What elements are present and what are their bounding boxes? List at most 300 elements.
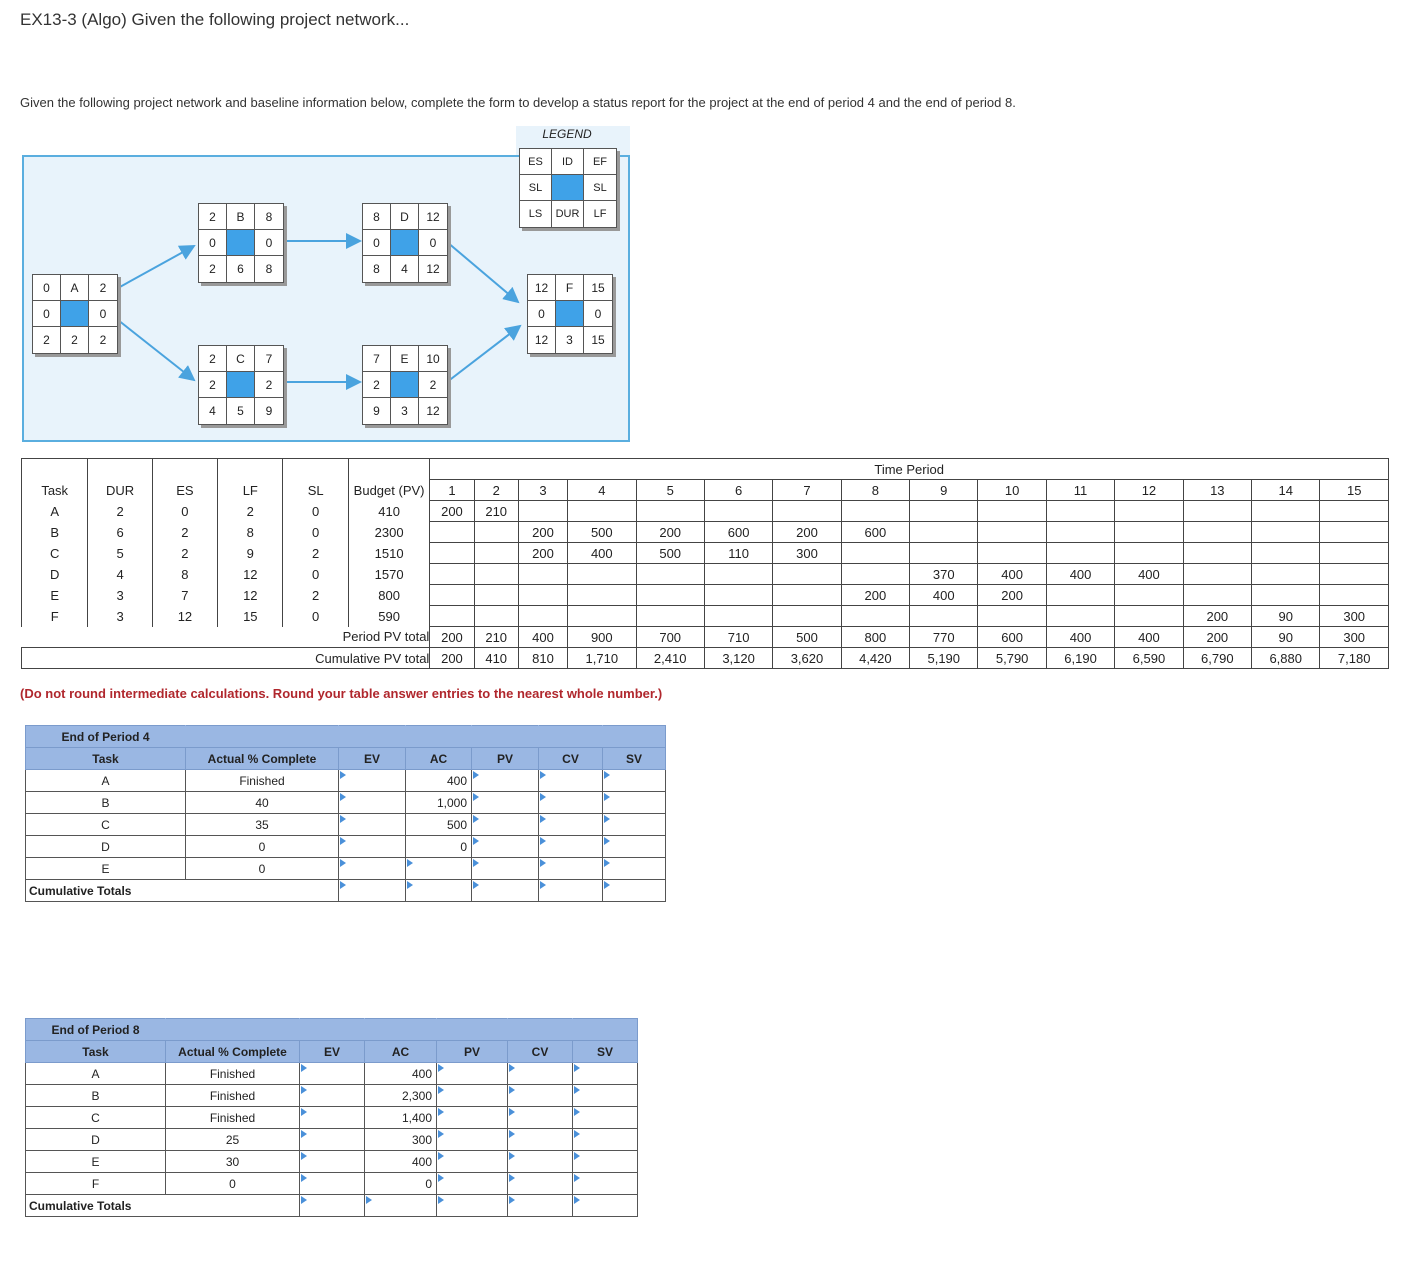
ac-cell: 1,400 — [365, 1107, 437, 1129]
baseline-cell — [910, 501, 978, 522]
cv-input[interactable] — [539, 814, 602, 835]
cv-input[interactable] — [508, 1173, 572, 1194]
form-row — [26, 1063, 638, 1085]
arrow-a-c — [118, 320, 194, 380]
legend-title: LEGEND — [542, 127, 592, 141]
cv-input-cell[interactable] — [539, 836, 603, 858]
baseline-cell — [1046, 522, 1114, 543]
cv-input-cell[interactable] — [539, 770, 603, 792]
baseline-cell: 15 — [218, 606, 283, 627]
baseline-header-cell: 1 — [430, 480, 474, 501]
pv-input[interactable] — [472, 814, 538, 835]
pv-input-cell[interactable] — [472, 814, 539, 836]
ev-input-cell[interactable] — [339, 792, 406, 814]
sv-input[interactable] — [603, 792, 665, 813]
form-header-sv: SV — [603, 748, 666, 770]
baseline-row — [22, 606, 1389, 627]
period-pv-cell: 600 — [978, 627, 1046, 648]
total-pv-input-cell[interactable] — [472, 880, 539, 902]
period-pv-cell: 500 — [773, 627, 841, 648]
form-row — [26, 1173, 638, 1195]
baseline-cell: D — [22, 564, 88, 585]
cumulative-pv-cell: 7,180 — [1320, 648, 1389, 669]
cumulative-pv-cell: 200 — [430, 648, 474, 669]
baseline-cell: 1570 — [348, 564, 429, 585]
baseline-cell: 200 — [841, 585, 909, 606]
baseline-cell — [1183, 522, 1251, 543]
cumulative-pv-cell: 3,120 — [704, 648, 772, 669]
baseline-row — [22, 543, 1389, 564]
pv-input-cell[interactable] — [437, 1085, 508, 1107]
baseline-cell: B — [22, 522, 88, 543]
ev-input[interactable] — [339, 770, 405, 791]
ev-input-cell[interactable] — [339, 814, 406, 836]
cumulative-totals-label: Cumulative Totals — [26, 1195, 300, 1217]
baseline-cell: 400 — [978, 564, 1046, 585]
form-row — [26, 1129, 638, 1151]
baseline-cell: 90 — [1252, 606, 1320, 627]
task-cell: A — [26, 770, 186, 792]
baseline-header-cell: 9 — [910, 480, 978, 501]
ev-input[interactable] — [300, 1151, 364, 1172]
pv-input-cell[interactable] — [472, 836, 539, 858]
ac-cell: 400 — [406, 770, 472, 792]
ev-input[interactable] — [300, 1063, 364, 1084]
ev-input-cell[interactable] — [300, 1173, 365, 1195]
ev-input-cell[interactable] — [339, 770, 406, 792]
baseline-cell: 590 — [348, 606, 429, 627]
cv-input[interactable] — [508, 1085, 572, 1106]
pct-complete-cell: Finished — [186, 770, 339, 792]
period-pv-cell: 90 — [1252, 627, 1320, 648]
form-header-sv: SV — [573, 1041, 638, 1063]
pv-input-cell[interactable] — [472, 858, 539, 880]
sv-input[interactable] — [573, 1151, 637, 1172]
task-cell: D — [26, 1129, 166, 1151]
cumulative-pv-cell: 1,710 — [568, 648, 636, 669]
total-pv-input[interactable] — [437, 1195, 507, 1216]
cumulative-pv-cell: 810 — [518, 648, 567, 669]
cv-input-cell[interactable] — [539, 814, 603, 836]
total-sv-input-cell[interactable] — [573, 1195, 638, 1217]
pct-complete-cell: 0 — [186, 836, 339, 858]
ev-input-cell[interactable] — [339, 858, 406, 880]
baseline-cell: 12 — [218, 564, 283, 585]
pv-input[interactable] — [472, 792, 538, 813]
baseline-cell — [1115, 585, 1183, 606]
page-title: EX13-3 (Algo) Given the following project network... — [20, 10, 410, 29]
total-cv-input-cell[interactable] — [539, 880, 603, 902]
baseline-cell — [1183, 543, 1251, 564]
baseline-header-cell: LF — [218, 480, 283, 501]
sv-input-cell[interactable] — [573, 1085, 638, 1107]
total-ev-input-cell[interactable] — [300, 1195, 365, 1217]
cv-input-cell[interactable] — [508, 1085, 573, 1107]
sv-input-cell[interactable] — [603, 770, 666, 792]
total-pv-input-cell[interactable] — [437, 1195, 508, 1217]
cv-input[interactable] — [508, 1063, 572, 1084]
total-pv-input[interactable] — [472, 880, 538, 901]
baseline-cell — [841, 543, 909, 564]
cumulative-pv-cell: 6,590 — [1115, 648, 1183, 669]
baseline-header-row — [22, 480, 1389, 501]
baseline-cell — [1115, 522, 1183, 543]
sv-input-cell[interactable] — [573, 1151, 638, 1173]
pct-complete-cell: 25 — [166, 1129, 300, 1151]
form-row — [26, 836, 666, 858]
sv-input[interactable] — [573, 1129, 637, 1150]
baseline-cell: 800 — [348, 585, 429, 606]
pv-input[interactable] — [437, 1107, 507, 1128]
pv-input-cell[interactable] — [437, 1107, 508, 1129]
baseline-cell: 9 — [218, 543, 283, 564]
period-pv-cell: 770 — [910, 627, 978, 648]
baseline-cell: E — [22, 585, 88, 606]
sv-input-cell[interactable] — [603, 792, 666, 814]
node-b: 2 B 8 0 0 2 6 8 — [198, 203, 284, 283]
form-header-cv: CV — [539, 748, 603, 770]
baseline-header-cell: 6 — [704, 480, 772, 501]
task-cell: B — [26, 1085, 166, 1107]
ac-cell: 300 — [365, 1129, 437, 1151]
pct-complete-cell: Finished — [166, 1107, 300, 1129]
form-row — [26, 1151, 638, 1173]
cv-input[interactable] — [539, 770, 602, 791]
form-header-pv: PV — [472, 748, 539, 770]
baseline-cell: 2 — [152, 543, 217, 564]
baseline-header-cell: 5 — [636, 480, 704, 501]
baseline-cell: 2 — [88, 501, 152, 522]
total-sv-input[interactable] — [603, 880, 665, 901]
period4-form — [25, 725, 666, 902]
baseline-cell: 0 — [283, 606, 348, 627]
cumulative-totals-row — [26, 1195, 638, 1217]
cumulative-pv-row — [22, 648, 1389, 669]
baseline-cell — [773, 564, 841, 585]
ac-cell: 2,300 — [365, 1085, 437, 1107]
ev-input[interactable] — [339, 814, 405, 835]
pv-input-cell[interactable] — [437, 1151, 508, 1173]
form-row — [26, 814, 666, 836]
ac-cell: 1,000 — [406, 792, 472, 814]
baseline-cell: 500 — [636, 543, 704, 564]
cumulative-pv-label: Cumulative PV total — [22, 648, 430, 669]
pct-complete-cell: 0 — [186, 858, 339, 880]
cv-input-cell[interactable] — [539, 858, 603, 880]
cv-input[interactable] — [539, 836, 602, 857]
baseline-cell — [430, 585, 474, 606]
cumulative-pv-cell: 4,420 — [841, 648, 909, 669]
baseline-header-cell: 14 — [1252, 480, 1320, 501]
baseline-cell: 0 — [283, 522, 348, 543]
sv-input-cell[interactable] — [603, 814, 666, 836]
period-pv-cell: 710 — [704, 627, 772, 648]
baseline-cell — [568, 564, 636, 585]
ev-input[interactable] — [300, 1173, 364, 1194]
baseline-cell — [978, 606, 1046, 627]
cv-input[interactable] — [539, 858, 602, 879]
baseline-cell — [568, 585, 636, 606]
baseline-cell: 600 — [704, 522, 772, 543]
baseline-cell: 8 — [218, 522, 283, 543]
time-period-label: Time Period — [430, 459, 1389, 480]
baseline-cell — [568, 606, 636, 627]
form-header-ev: EV — [339, 748, 406, 770]
sv-input[interactable] — [573, 1085, 637, 1106]
baseline-cell — [1252, 585, 1320, 606]
baseline-cell: 410 — [348, 501, 429, 522]
pv-input[interactable] — [437, 1085, 507, 1106]
ac-cell: 500 — [406, 814, 472, 836]
baseline-cell: 200 — [978, 585, 1046, 606]
ac-cell: 400 — [365, 1151, 437, 1173]
pv-input-cell[interactable] — [437, 1173, 508, 1195]
baseline-cell: 200 — [518, 522, 567, 543]
form-row — [26, 770, 666, 792]
sv-input[interactable] — [603, 836, 665, 857]
baseline-cell — [773, 606, 841, 627]
baseline-row — [22, 501, 1389, 522]
total-ev-input[interactable] — [300, 1195, 364, 1216]
baseline-cell: 12 — [218, 585, 283, 606]
ev-input[interactable] — [300, 1107, 364, 1128]
task-cell: C — [26, 814, 186, 836]
pv-input-cell[interactable] — [472, 770, 539, 792]
cv-input-cell[interactable] — [508, 1151, 573, 1173]
baseline-cell: 2 — [283, 543, 348, 564]
sv-input[interactable] — [573, 1107, 637, 1128]
ev-input[interactable] — [300, 1085, 364, 1106]
period-pv-cell: 400 — [1046, 627, 1114, 648]
total-ev-input[interactable] — [339, 880, 405, 901]
baseline-cell — [1046, 501, 1114, 522]
baseline-cell — [978, 501, 1046, 522]
task-cell: E — [26, 1151, 166, 1173]
pct-complete-cell: 40 — [186, 792, 339, 814]
ev-input-cell[interactable] — [300, 1129, 365, 1151]
pct-complete-cell: 35 — [186, 814, 339, 836]
baseline-header-cell: 3 — [518, 480, 567, 501]
form-row — [26, 792, 666, 814]
baseline-cell — [1115, 606, 1183, 627]
pv-input[interactable] — [437, 1151, 507, 1172]
baseline-header-cell: Task — [22, 480, 88, 501]
pct-complete-cell: Finished — [166, 1063, 300, 1085]
form-header-task: Task — [26, 1041, 166, 1063]
baseline-header-cell: 11 — [1046, 480, 1114, 501]
total-cv-input[interactable] — [508, 1195, 572, 1216]
ev-input[interactable] — [300, 1129, 364, 1150]
baseline-header-cell: 4 — [568, 480, 636, 501]
ev-input-cell[interactable] — [300, 1107, 365, 1129]
sv-input[interactable] — [603, 858, 665, 879]
baseline-header-cell: Budget (PV) — [348, 480, 429, 501]
baseline-cell: 400 — [910, 585, 978, 606]
sv-input[interactable] — [603, 814, 665, 835]
baseline-cell — [1183, 564, 1251, 585]
cumulative-pv-cell: 6,790 — [1183, 648, 1251, 669]
baseline-header-cell: ES — [152, 480, 217, 501]
baseline-cell: 110 — [704, 543, 772, 564]
pv-input[interactable] — [472, 836, 538, 857]
form-title: End of Period 8 — [26, 1019, 166, 1041]
baseline-cell — [1046, 606, 1114, 627]
total-sv-input-cell[interactable] — [603, 880, 666, 902]
pv-input[interactable] — [437, 1173, 507, 1194]
total-cv-input[interactable] — [539, 880, 602, 901]
form-header-ac: AC — [365, 1041, 437, 1063]
baseline-cell — [1252, 543, 1320, 564]
baseline-cell — [978, 543, 1046, 564]
baseline-cell: 0 — [152, 501, 217, 522]
baseline-cell — [704, 606, 772, 627]
baseline-cell — [430, 606, 474, 627]
sv-input-cell[interactable] — [603, 836, 666, 858]
baseline-cell: 300 — [773, 543, 841, 564]
pv-input[interactable] — [437, 1063, 507, 1084]
baseline-header-cell: 13 — [1183, 480, 1251, 501]
baseline-cell — [1115, 501, 1183, 522]
ev-input-cell[interactable] — [300, 1063, 365, 1085]
cv-input-cell[interactable] — [508, 1129, 573, 1151]
baseline-cell: 200 — [518, 543, 567, 564]
ac-input-cell[interactable] — [406, 858, 472, 880]
total-ac-input-cell[interactable] — [406, 880, 472, 902]
ev-input-cell[interactable] — [339, 836, 406, 858]
baseline-cell — [1320, 564, 1389, 585]
baseline-cell — [1320, 522, 1389, 543]
baseline-cell — [841, 501, 909, 522]
sv-input-cell[interactable] — [573, 1063, 638, 1085]
baseline-cell — [1046, 585, 1114, 606]
ac-cell: 0 — [406, 836, 472, 858]
baseline-cell — [910, 543, 978, 564]
period-pv-cell: 300 — [1320, 627, 1389, 648]
baseline-cell — [518, 606, 567, 627]
ev-input-cell[interactable] — [300, 1151, 365, 1173]
sv-input[interactable] — [573, 1063, 637, 1084]
pv-input[interactable] — [472, 770, 538, 791]
pct-complete-cell: 30 — [166, 1151, 300, 1173]
baseline-header-cell: DUR — [88, 480, 152, 501]
pv-input[interactable] — [472, 858, 538, 879]
form-header-actual-complete: Actual % Complete — [166, 1041, 300, 1063]
total-ev-input-cell[interactable] — [339, 880, 406, 902]
pct-complete-cell: Finished — [166, 1085, 300, 1107]
total-ac-input-cell[interactable] — [365, 1195, 437, 1217]
baseline-cell — [1115, 543, 1183, 564]
sv-input[interactable] — [603, 770, 665, 791]
baseline-cell — [474, 585, 518, 606]
total-cv-input-cell[interactable] — [508, 1195, 573, 1217]
baseline-cell: 3 — [88, 606, 152, 627]
cv-input-cell[interactable] — [508, 1063, 573, 1085]
cv-input-cell[interactable] — [539, 792, 603, 814]
baseline-cell: C — [22, 543, 88, 564]
baseline-cell — [1320, 501, 1389, 522]
baseline-cell: 200 — [430, 501, 474, 522]
baseline-cell: 2300 — [348, 522, 429, 543]
pv-input-cell[interactable] — [437, 1063, 508, 1085]
baseline-cell: 3 — [88, 585, 152, 606]
ev-input[interactable] — [339, 792, 405, 813]
cv-input-cell[interactable] — [508, 1107, 573, 1129]
baseline-cell — [474, 564, 518, 585]
baseline-cell: 2 — [152, 522, 217, 543]
sv-input-cell[interactable] — [573, 1173, 638, 1195]
pv-input-cell[interactable] — [437, 1129, 508, 1151]
baseline-header-top — [22, 459, 1389, 480]
node-a: 0 A 2 0 0 2 2 2 — [32, 274, 118, 354]
period-pv-cell: 900 — [568, 627, 636, 648]
period-pv-cell: 700 — [636, 627, 704, 648]
ev-input[interactable] — [339, 858, 405, 879]
baseline-cell — [430, 564, 474, 585]
baseline-header-cell: SL — [283, 480, 348, 501]
total-ac-input[interactable] — [365, 1195, 436, 1216]
total-ac-input[interactable] — [406, 880, 471, 901]
baseline-cell — [568, 501, 636, 522]
baseline-cell — [636, 606, 704, 627]
baseline-cell: 600 — [841, 522, 909, 543]
sv-input-cell[interactable] — [573, 1107, 638, 1129]
pv-input[interactable] — [437, 1129, 507, 1150]
baseline-cell: 4 — [88, 564, 152, 585]
baseline-cell — [1183, 501, 1251, 522]
cv-input[interactable] — [508, 1129, 572, 1150]
baseline-cell — [474, 522, 518, 543]
baseline-cell: F — [22, 606, 88, 627]
baseline-cell — [1252, 522, 1320, 543]
cv-input[interactable] — [539, 792, 602, 813]
baseline-header-cell: 7 — [773, 480, 841, 501]
sv-input-cell[interactable] — [603, 858, 666, 880]
baseline-cell — [773, 501, 841, 522]
task-cell: E — [26, 858, 186, 880]
baseline-cell: 300 — [1320, 606, 1389, 627]
sv-input-cell[interactable] — [573, 1129, 638, 1151]
baseline-cell — [474, 606, 518, 627]
baseline-cell — [841, 564, 909, 585]
baseline-cell: 8 — [152, 564, 217, 585]
period-pv-row — [22, 627, 1389, 648]
form-header-ev: EV — [300, 1041, 365, 1063]
ev-input-cell[interactable] — [300, 1085, 365, 1107]
cv-input[interactable] — [508, 1107, 572, 1128]
cv-input-cell[interactable] — [508, 1173, 573, 1195]
baseline-cell — [636, 564, 704, 585]
baseline-row — [22, 585, 1389, 606]
rounding-note: (Do not round intermediate calculations. Round your table answer entries to the nearest whole number.) — [20, 686, 663, 701]
baseline-cell — [1252, 564, 1320, 585]
task-cell: F — [26, 1173, 166, 1195]
ac-input[interactable] — [406, 858, 471, 879]
task-cell: D — [26, 836, 186, 858]
baseline-cell — [430, 543, 474, 564]
baseline-cell — [910, 606, 978, 627]
pv-input-cell[interactable] — [472, 792, 539, 814]
cumulative-pv-cell: 410 — [474, 648, 518, 669]
ev-input[interactable] — [339, 836, 405, 857]
baseline-header-cell: 12 — [1115, 480, 1183, 501]
sv-input[interactable] — [573, 1173, 637, 1194]
baseline-cell: 200 — [773, 522, 841, 543]
node-f: 12 F 15 0 0 12 3 15 — [527, 274, 613, 354]
cv-input[interactable] — [508, 1151, 572, 1172]
total-sv-input[interactable] — [573, 1195, 637, 1216]
baseline-cell — [1183, 585, 1251, 606]
baseline-cell: 400 — [568, 543, 636, 564]
